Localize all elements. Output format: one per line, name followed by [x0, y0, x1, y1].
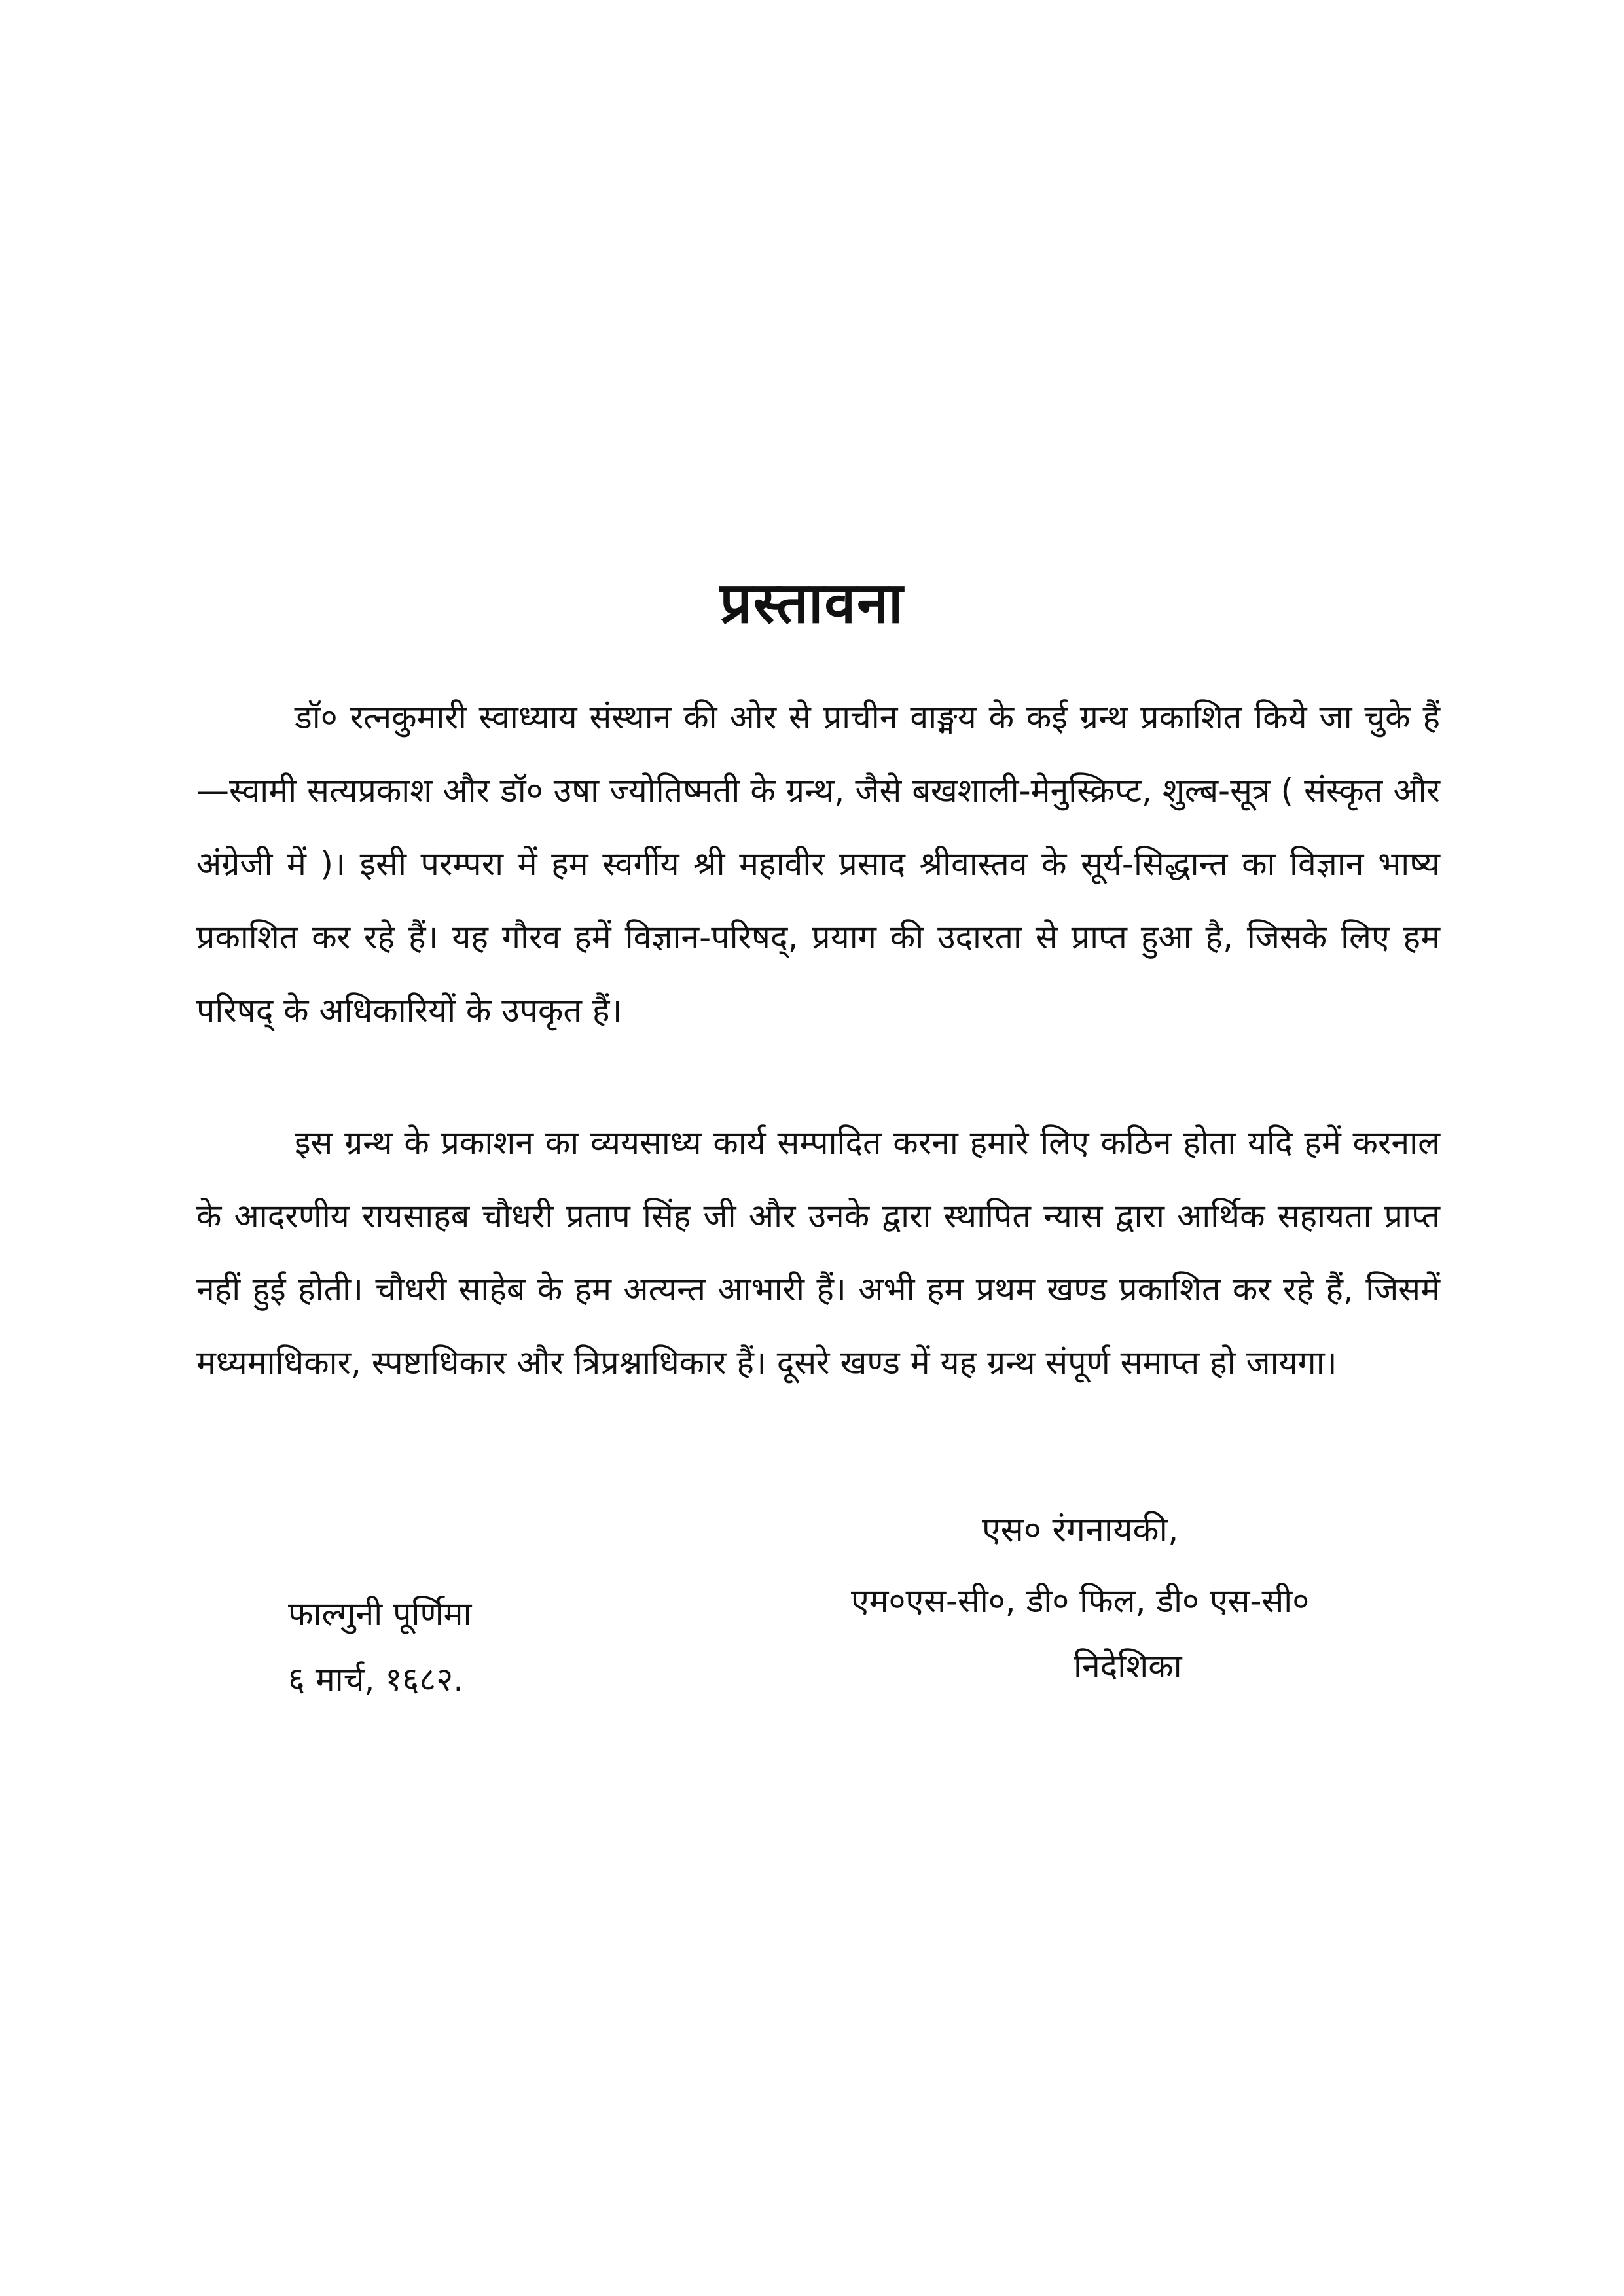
signatory-degrees: एम०एस-सी०, डी० फिल, डी० एस-सी० — [851, 1582, 1310, 1620]
signatory-role: निदेशिका — [1074, 1647, 1182, 1685]
date-value: ६ मार्च, १६८२. — [288, 1660, 464, 1698]
page-title: प्रस्तावना — [719, 571, 905, 636]
preface-paragraph-1: डॉ० रत्नकुमारी स्वाध्याय संस्थान की ओर से प्राचीन वाङ्मय के कई ग्रन्थ प्रकाशित किये जा चुके हैं—स्वामी सत्यप्रकाश और डॉ० उषा ज्योतिष्मती के ग्रन्थ, जैसे बखशाली-मेनुस्क्रिप्ट, शुल्ब-सूत्र ( संस्कृत और अंग्रेजी में )। इसी परम्परा में हम स्वर्गीय श्री महावीर प्रसाद श्रीवास्तव के सूर्य-सिद्धान्त का विज्ञान भाष्य प्रकाशित कर रहे हैं। यह गौरव हमें विज्ञान-परिषद्, प्रयाग की उदारता से प्राप्त हुआ है, जिसके लिए हम परिषद् के अधिकारियों के उपकृत हैं। — [196, 698, 1440, 1030]
date-occasion: फाल्गुनी पूर्णिमा — [288, 1595, 472, 1633]
preface-paragraph-2: इस ग्रन्थ के प्रकाशन का व्ययसाध्य कार्य सम्पादित करना हमारे लिए कठिन होता यदि हमें करनाल के आदरणीय रायसाहब चौधरी प्रताप सिंह जी और उनके द्वारा स्थापित न्यास द्वारा आर्थिक सहायता प्राप्त नहीं हुई होती। चौधरी साहेब के हम अत्यन्त आभारी हैं। अभी हम प्रथम खण्ड प्रकाशित कर रहे हैं, जिसमें मध्यमाधिकार, स्पष्टाधिकार और त्रिप्रश्नाधिकार हैं। दूसरे खण्ड में यह ग्रन्थ संपूर्ण समाप्त हो जायगा। — [196, 1124, 1440, 1382]
signatory-name: एस० रंगनायकी, — [982, 1511, 1179, 1550]
